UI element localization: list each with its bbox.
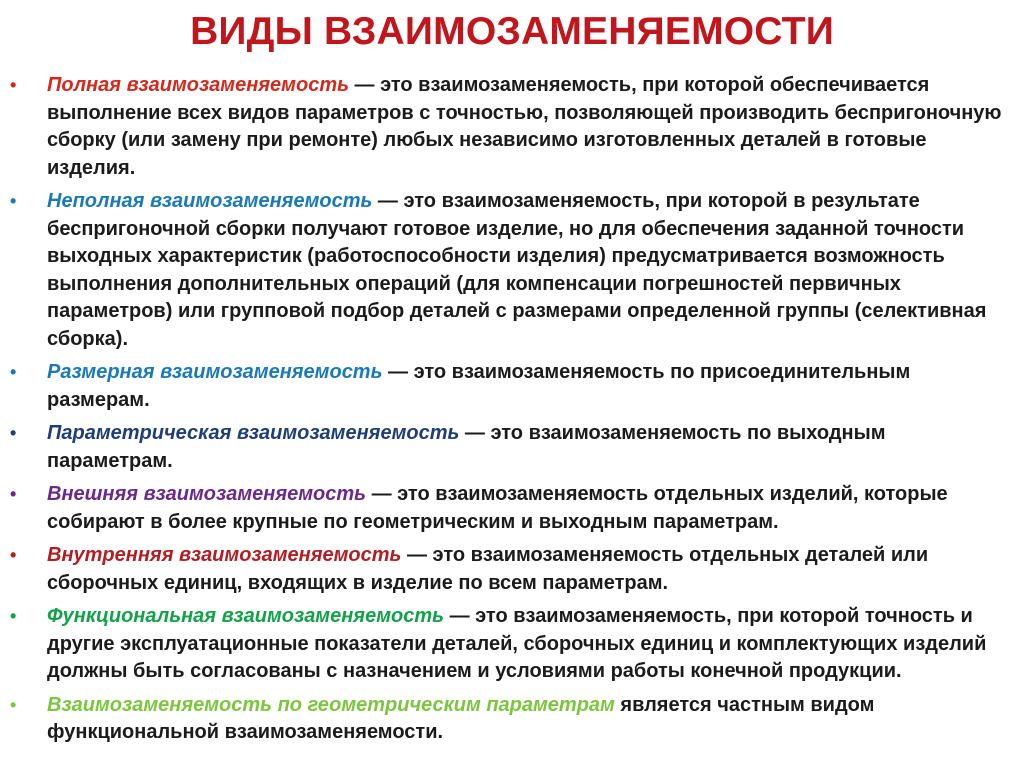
bullet: •: [10, 484, 17, 504]
list-item-parametric: [10, 420, 1010, 475]
bullet: •: [10, 694, 17, 715]
list-item-partial: [10, 188, 1010, 353]
bullet: •: [10, 75, 17, 95]
definitions-list: [10, 72, 1010, 753]
term-geometric: Взаимозаменяемость по геометрическим параметрам: [47, 693, 615, 716]
definition-text: — это взаимозаменяемость отдельных деталей или сборочных единиц, входящих в изделие по всем параметрам.: [47, 544, 929, 594]
list-item-functional: [10, 603, 1010, 686]
definition-text: — это взаимозаменяемость, при которой обеспечивается выполнение всех видов параметров с точностью, позволяющей производить беспригоночную сборку (или замену при ремонте) любых независимо изготовленных деталей в готовые изделия.: [47, 74, 1002, 179]
slide-title: ВИДЫ ВЗАИМОЗАМЕНЯЕМОСТИ: [190, 10, 834, 53]
term-functional: Функциональная взаимозаменяемость: [47, 605, 445, 627]
term-parametric: Параметрическая взаимозаменяемость: [47, 422, 460, 444]
list-item-geometric: [10, 692, 1010, 747]
list-item-full: [10, 72, 1010, 182]
term-partial: Неполная взаимозаменяемость: [47, 190, 373, 212]
definition-text: — это взаимозаменяемость, при которой в результате беспригоночной сборки получают готовое изделие, но для обеспечения заданной точности выходных характеристик (работоспособности изделия) предусматривается возможность выполнения дополнительных операций (для компенсации погрешностей первичных параметров) или групповой подбор деталей с размерами определенной группы (селективная сборка).: [47, 190, 987, 350]
term-full: Полная взаимозаменяемость: [47, 74, 349, 96]
term-dimensional: Размерная взаимозаменяемость: [47, 361, 383, 383]
definition-text: — это взаимозаменяемость отдельных изделий, которые собирают в более крупные по геометрическим и выходным параметрам.: [47, 483, 948, 533]
bullet: •: [10, 191, 17, 211]
bullet: •: [10, 362, 17, 382]
definition-text: — это взаимозаменяемость по выходным параметрам.: [47, 422, 886, 472]
definition-text: — это взаимозаменяемость, при которой точность и другие эксплуатационные показатели деталей, сборочных единиц и комплектующих изделий должны быть согласованы с назначением и условиями работы конечной продукции.: [47, 605, 987, 682]
list-item-dimensional: [10, 359, 1010, 414]
definition-text: является частным видом функциональной взаимозаменяемости.: [47, 693, 875, 743]
definition-text: — это взаимозаменяемость по присоединительным размерам.: [47, 361, 911, 411]
bullet: •: [10, 606, 17, 626]
term-external: Внешняя взаимозаменяемость: [47, 483, 367, 505]
bullet: •: [10, 545, 17, 565]
bullet: •: [10, 423, 17, 443]
list-item-external: [10, 481, 1010, 536]
term-internal: Внутренняя взаимозаменяемость: [47, 544, 402, 566]
list-item-internal: [10, 542, 1010, 597]
